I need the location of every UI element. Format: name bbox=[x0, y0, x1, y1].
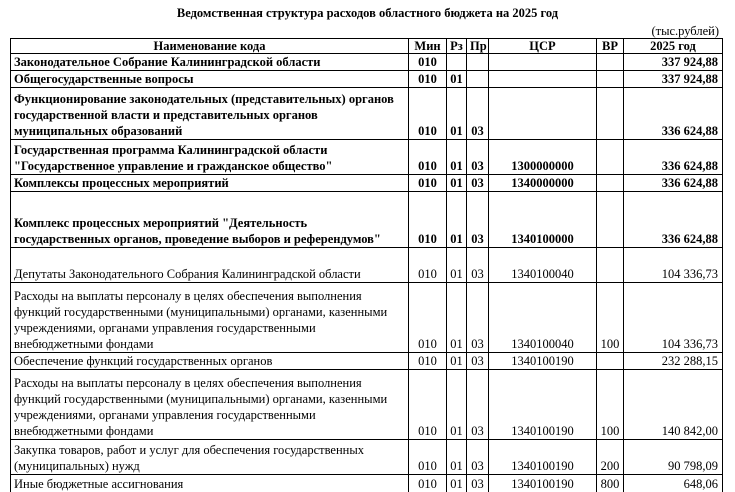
row-csr: 1340100040 bbox=[489, 283, 597, 353]
table-row bbox=[11, 88, 723, 140]
header-rz: Рз bbox=[447, 39, 467, 54]
row-amount: 336 624,88 bbox=[624, 192, 723, 248]
row-min: 010 bbox=[409, 175, 447, 192]
row-pr: 03 bbox=[467, 353, 489, 370]
row-min: 010 bbox=[409, 370, 447, 440]
row-rz: 01 bbox=[447, 475, 467, 492]
row-vr: 800 bbox=[597, 475, 624, 492]
row-amount: 336 624,88 bbox=[624, 175, 723, 192]
budget-table bbox=[10, 38, 723, 492]
table-row bbox=[11, 248, 723, 283]
row-csr: 1340100190 bbox=[489, 440, 597, 475]
table-row bbox=[11, 54, 723, 71]
row-csr: 1340100190 bbox=[489, 353, 597, 370]
row-name: Законодательное Собрание Калининградской области bbox=[11, 54, 409, 71]
row-vr bbox=[597, 140, 624, 175]
row-pr: 03 bbox=[467, 140, 489, 175]
row-csr bbox=[489, 88, 597, 140]
row-pr: 03 bbox=[467, 175, 489, 192]
row-csr bbox=[489, 54, 597, 71]
header-vr: ВР bbox=[597, 39, 624, 54]
row-name: Функционирование законодательных (представительных) органов государственной власти и представительных органов муниципальных образований bbox=[11, 88, 409, 140]
table-header-row bbox=[11, 39, 723, 54]
row-pr: 03 bbox=[467, 283, 489, 353]
row-min: 010 bbox=[409, 248, 447, 283]
row-rz: 01 bbox=[447, 353, 467, 370]
row-amount: 336 624,88 bbox=[624, 140, 723, 175]
table-row bbox=[11, 370, 723, 440]
units-label: (тыс.рублей) bbox=[651, 24, 719, 38]
row-amount: 336 624,88 bbox=[624, 88, 723, 140]
row-vr bbox=[597, 71, 624, 88]
row-pr: 03 bbox=[467, 440, 489, 475]
row-name: Закупка товаров, работ и услуг для обеспечения государственных (муниципальных) нужд bbox=[11, 440, 409, 475]
row-pr: 03 bbox=[467, 370, 489, 440]
table-row bbox=[11, 283, 723, 353]
row-min: 010 bbox=[409, 71, 447, 88]
row-csr: 1300000000 bbox=[489, 140, 597, 175]
row-pr: 03 bbox=[467, 248, 489, 283]
header-pr: Пр bbox=[467, 39, 489, 54]
table-row bbox=[11, 175, 723, 192]
row-csr: 1340100190 bbox=[489, 370, 597, 440]
row-min: 010 bbox=[409, 475, 447, 492]
header-csr: ЦСР bbox=[489, 39, 597, 54]
row-rz: 01 bbox=[447, 370, 467, 440]
row-csr bbox=[489, 71, 597, 88]
row-name: Комплексы процессных мероприятий bbox=[11, 175, 409, 192]
row-rz: 01 bbox=[447, 440, 467, 475]
row-vr: 100 bbox=[597, 283, 624, 353]
row-rz: 01 bbox=[447, 192, 467, 248]
table-row bbox=[11, 71, 723, 88]
header-name: Наименование кода bbox=[11, 39, 409, 54]
row-min: 010 bbox=[409, 88, 447, 140]
row-amount: 232 288,15 bbox=[624, 353, 723, 370]
row-amount: 337 924,88 bbox=[624, 54, 723, 71]
row-csr: 1340100190 bbox=[489, 475, 597, 492]
row-rz: 01 bbox=[447, 283, 467, 353]
table-row bbox=[11, 475, 723, 492]
document-title: Ведомственная структура расходов областного бюджета на 2025 год bbox=[176, 6, 559, 20]
row-min: 010 bbox=[409, 192, 447, 248]
row-vr: 200 bbox=[597, 440, 624, 475]
row-amount: 648,06 bbox=[624, 475, 723, 492]
row-pr bbox=[467, 71, 489, 88]
row-min: 010 bbox=[409, 54, 447, 71]
row-vr bbox=[597, 353, 624, 370]
row-rz: 01 bbox=[447, 71, 467, 88]
row-min: 010 bbox=[409, 283, 447, 353]
row-name: Государственная программа Калининградской области "Государственное управление и гражданское общество" bbox=[11, 140, 409, 175]
row-pr: 03 bbox=[467, 475, 489, 492]
row-name: Обеспечение функций государственных органов bbox=[11, 353, 409, 370]
row-vr bbox=[597, 192, 624, 248]
row-name: Депутаты Законодательного Собрания Калининградской области bbox=[11, 248, 409, 283]
row-vr: 100 bbox=[597, 370, 624, 440]
table-row bbox=[11, 353, 723, 370]
row-rz: 01 bbox=[447, 140, 467, 175]
row-pr bbox=[467, 54, 489, 71]
row-vr bbox=[597, 175, 624, 192]
row-min: 010 bbox=[409, 353, 447, 370]
row-csr: 1340100000 bbox=[489, 192, 597, 248]
table-row bbox=[11, 192, 723, 248]
row-name: Иные бюджетные ассигнования bbox=[11, 475, 409, 492]
row-rz: 01 bbox=[447, 88, 467, 140]
row-name: Расходы на выплаты персоналу в целях обеспечения выполнения функций государственными (муниципальными) органами, казенными учреждениями, органами управления государственными внебюджетными фондами bbox=[11, 370, 409, 440]
table-row bbox=[11, 440, 723, 475]
row-vr bbox=[597, 248, 624, 283]
row-amount: 337 924,88 bbox=[624, 71, 723, 88]
row-amount: 90 798,09 bbox=[624, 440, 723, 475]
row-rz bbox=[447, 54, 467, 71]
row-vr bbox=[597, 54, 624, 71]
row-rz: 01 bbox=[447, 248, 467, 283]
row-pr: 03 bbox=[467, 192, 489, 248]
row-min: 010 bbox=[409, 440, 447, 475]
row-amount: 140 842,00 bbox=[624, 370, 723, 440]
row-name: Расходы на выплаты персоналу в целях обеспечения выполнения функций государственными (муниципальными) органами, казенными учреждениями, органами управления государственными внебюджетными фондами bbox=[11, 283, 409, 353]
row-amount: 104 336,73 bbox=[624, 283, 723, 353]
row-pr: 03 bbox=[467, 88, 489, 140]
table-row bbox=[11, 140, 723, 175]
row-vr bbox=[597, 88, 624, 140]
row-rz: 01 bbox=[447, 175, 467, 192]
header-min: Мин bbox=[409, 39, 447, 54]
row-name: Комплекс процессных мероприятий "Деятельность государственных органов, проведение выборов и референдумов" bbox=[11, 192, 409, 248]
row-min: 010 bbox=[409, 140, 447, 175]
header-year: 2025 год bbox=[624, 39, 723, 54]
row-csr: 1340000000 bbox=[489, 175, 597, 192]
row-name: Общегосударственные вопросы bbox=[11, 71, 409, 88]
row-csr: 1340100040 bbox=[489, 248, 597, 283]
row-amount: 104 336,73 bbox=[624, 248, 723, 283]
